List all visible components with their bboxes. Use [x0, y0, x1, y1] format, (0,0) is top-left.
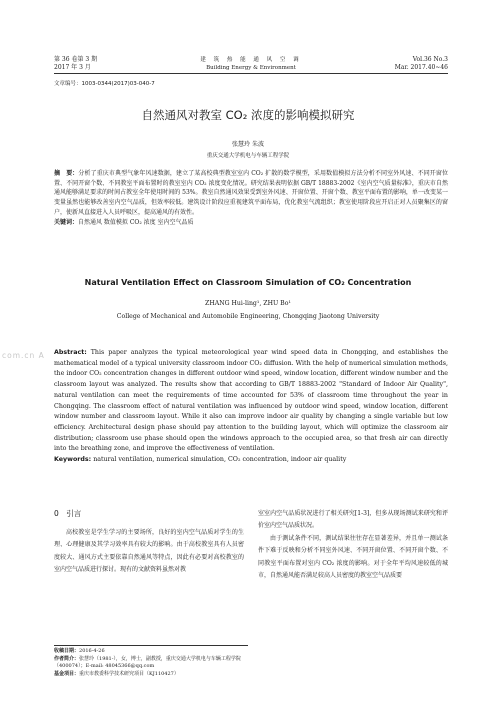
abstract-cn-label: 摘 要： [54, 170, 79, 177]
page-title-en: Natural Ventilation Effect on Classroom Simulation of CO₂ Concentration [84, 278, 412, 287]
abstract-cn-text: 分析了重庆市典型气象年风速数据，建立了某高校典型教室室内 CO₂ 扩散的数学模型，采用数值模拟方法分析不同室外风速、不同开窗位置、不同开窗个数、不同教室平面布置时的教室室内 CO₂ 浓度变化情况。研究结果表明依据 GB/T 18883-2002《室内空气质量标准》，重庆市自然通风能够满足要求的时间占教室全年使用时间的 53%。教室自然通风效果受到室外风速、开窗位置、开窗个数、教室平面布置的影响，单一改变某一变量虽然也能够改善室内空气品质，但效率较低。建筑设计阶段应重视建筑平面布局，优化教室气流组织；教室使用阶段应开启正对人员聚集区的窗户，使新风直接进入人员呼吸区，提高通风的有效性。 [54, 170, 448, 216]
intro-paragraph-2: 由于测试条件不同，测试结果往往存在显著差异，并且单一测试条件下难于反映和分析不同室外风速、不同开窗位置、不同开窗个数、不同教室平面布置对室内 CO₂ 浓度的影响。对于全年平均风速较低的城市，自然通风能否满足较高人员密度的教室空气品质要 [258, 534, 448, 580]
footnote-fund [54, 671, 248, 679]
keywords-en-label: Keywords: [54, 456, 92, 464]
abstract-cn [54, 169, 448, 227]
page-title-cn: 自然通风对教室 CO₂ 浓度的影响模拟研究 [141, 108, 355, 122]
keywords-en-text: natural ventilation, numerical simulation, CO₂ concentration, indoor air quality [93, 456, 347, 464]
header-pages: Mar. 2017.40~46 [394, 64, 448, 71]
footnote-author [54, 656, 248, 671]
intro-paragraph: 高校教室是学生学习的主要场所，良好的室内空气品质对学生的生理、心理健康及其学习效率具有较大的影响。由于高校教室具有人员密度较大、通风方式主要依靠自然通风等特点，因此有必要对高校教室的室内空气品质进行探讨。现有的文献资料虽然对教 [54, 529, 244, 574]
header-volume-en [395, 56, 448, 72]
author-bio-label: 作者简介： [54, 655, 80, 662]
footnote [54, 645, 248, 678]
header-date: 2017 年 3 月 [54, 64, 91, 71]
fund-text: 重庆市教委科学技术研究项目（KJ110427） [79, 670, 179, 677]
header-journal-name [54, 56, 448, 72]
received-date: 2016-4-26 [79, 648, 105, 654]
body-column-left [54, 508, 244, 577]
watermark: com.cn A [2, 351, 45, 360]
header-journal-en: Building Energy & Environment [206, 65, 296, 71]
received-label: 收稿日期： [54, 648, 80, 654]
abstract-en [54, 348, 448, 466]
header-volume: 第 36 卷第 3 期 [54, 56, 98, 63]
article-number: 文章编号：1003-0344(2017)03-040-7 [54, 81, 155, 87]
section-heading-intro: 0 引言 [54, 509, 82, 518]
intro-paragraph-continued: 室室内空气品质状况进行了相关研究[1-3]，但多从现场测试来研究和评价室内空气品质状况。 [258, 510, 448, 530]
journal-header [54, 56, 448, 74]
body-column-right [258, 508, 448, 582]
affiliation-en: College of Mechanical and Automobile Engineering, Chongqing Jiaotong University [116, 313, 380, 320]
keywords-cn-label: 关键词： [54, 218, 79, 226]
fund-label: 基金项目： [54, 670, 80, 677]
abstract-en-label: Abstract: [54, 349, 87, 356]
footnote-received [54, 648, 248, 656]
header-journal-cn: 建 筑 热 能 通 风 空 调 [200, 57, 302, 63]
authors-en: ZHANG Hui-ling¹, ZHU Bo¹ [205, 300, 291, 307]
abstract-en-text: This paper analyzes the typical meteorological year wind speed data in Chongqing, and establishes the mathematical model of a typical university classroom indoor CO₂ diffusion. With the help of numerical simulation methods, the indoor CO₂ concentration changes in different outdoor wind speed, window location, different window number and the classroom layout was analyzed. The results show that according to GB/T 18883-2002 "Standard of Indoor Air Quality", natural ventilation can meet the requirements of time accounted for 53% of classroom time throughout the year in Chongqing. The classroom effect of natural ventilation was influenced by outdoor wind speed, window location, different window number and classroom layout. While it also can improve indoor air quality by changing a single variable but low efficiency. Architectural design phase should pay attention to the building layout, which will optimize the classroom air distribution; classroom use phase should open the windows approach to the occupied area, so that fresh air can directly into the breathing zone, and improve the effectiveness of ventilation. [54, 349, 448, 453]
author-bio: 张慧玲（1981-），女，博士，副教授，重庆交通大学机电与车辆工程学院（400074）；E-mail: 48045366@qq.com [54, 655, 241, 669]
header-vol-no: Vol.36 No.3 [412, 56, 448, 63]
keywords-cn-text: 自然通风 数值模拟 CO₂ 浓度 室内空气品质 [78, 218, 194, 226]
authors-cn: 张慧玲 朱波 [232, 141, 264, 148]
affiliation-cn: 重庆交通大学机电与车辆工程学院 [206, 153, 290, 159]
